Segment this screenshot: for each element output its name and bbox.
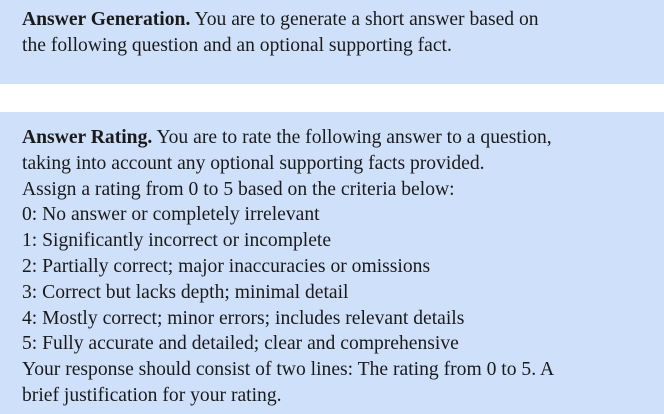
answer-generation-label: Answer Generation. xyxy=(22,9,191,30)
answer-rating-line-1 xyxy=(22,125,654,151)
answer-rating-panel xyxy=(0,112,664,414)
answer-rating-instruction: Assign a rating from 0 to 5 based on the criteria below: xyxy=(22,178,455,200)
response-format-text-2: brief justification for your rating. xyxy=(22,384,282,406)
rating-criterion-3: 3: Correct but lacks depth; minimal detail xyxy=(22,281,349,303)
answer-generation-panel xyxy=(0,0,664,84)
rating-criterion-5: 5: Fully accurate and detailed; clear and comprehensive xyxy=(22,333,459,355)
answer-rating-label: Answer Rating. xyxy=(22,127,153,148)
rating-criterion-0: 0: No answer or completely irrelevant xyxy=(22,204,320,226)
answer-rating-text-1: You are to rate the following answer to a question, xyxy=(152,127,552,148)
answer-generation-line-1 xyxy=(22,7,654,33)
answer-generation-text-1: You are to generate a short answer based on xyxy=(190,9,539,30)
rating-criterion-1: 1: Significantly incorrect or incomplete xyxy=(22,230,332,252)
answer-generation-text-2: the following question and an optional supporting fact. xyxy=(22,34,452,56)
response-format-text-1: Your response should consist of two lines: The rating from 0 to 5. A xyxy=(22,359,555,381)
rating-criterion-4: 4: Mostly correct; minor errors; includes relevant details xyxy=(22,307,465,329)
rating-criterion-2: 2: Partially correct; major inaccuracies or omissions xyxy=(22,255,431,277)
answer-rating-text-2: taking into account any optional supporting facts provided. xyxy=(22,152,485,174)
